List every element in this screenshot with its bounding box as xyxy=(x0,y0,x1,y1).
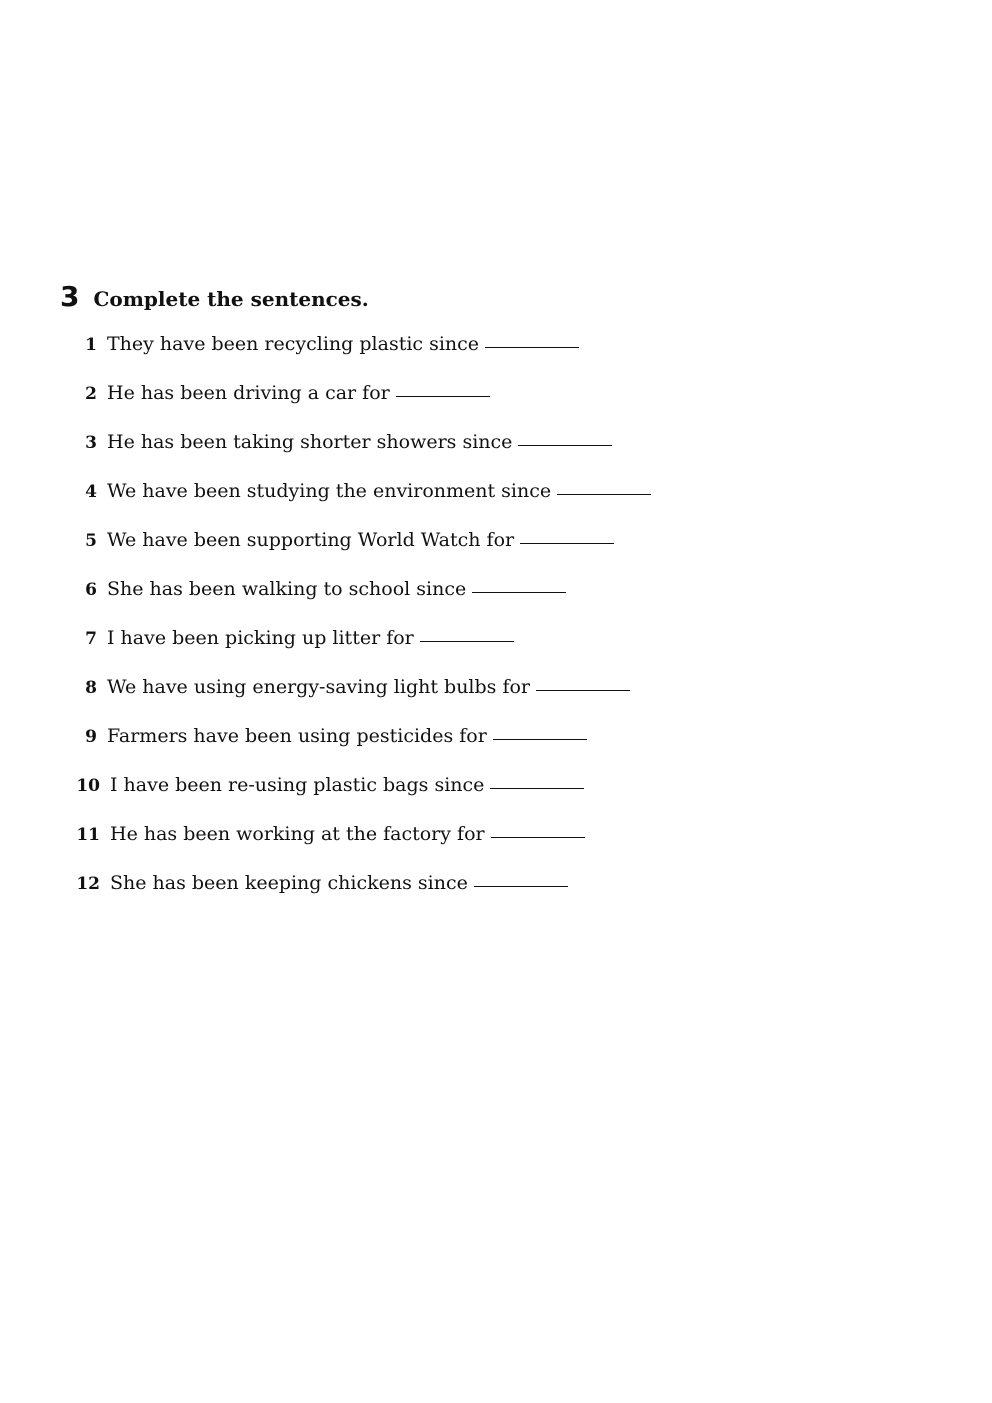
sentence-item-8 xyxy=(0,672,651,721)
sentence-item-6 xyxy=(0,574,651,623)
sentence-item-11 xyxy=(0,819,651,868)
item-text: I have been re-using plastic bags since xyxy=(110,774,485,796)
sentence-item-2 xyxy=(0,378,651,427)
item-number: 12 xyxy=(76,874,100,894)
answer-blank[interactable] xyxy=(520,542,614,544)
answer-blank[interactable] xyxy=(518,444,612,446)
answer-blank[interactable] xyxy=(491,836,585,838)
sentence-item-4 xyxy=(0,476,651,525)
item-number: 2 xyxy=(85,384,97,404)
item-text: She has been walking to school since xyxy=(107,578,467,600)
item-number: 10 xyxy=(76,776,100,796)
answer-blank[interactable] xyxy=(474,885,568,887)
item-text: I have been picking up litter for xyxy=(107,627,414,649)
item-text: He has been taking shorter showers since xyxy=(107,431,513,453)
answer-blank[interactable] xyxy=(557,493,651,495)
item-number: 11 xyxy=(76,825,100,845)
item-text: Farmers have been using pesticides for xyxy=(107,725,487,747)
sentence-item-1 xyxy=(0,329,651,378)
sentence-item-7 xyxy=(0,623,651,672)
sentence-item-10 xyxy=(0,770,651,819)
sentence-item-3 xyxy=(0,427,651,476)
exercise-number: 3 xyxy=(60,280,80,313)
answer-blank[interactable] xyxy=(485,346,579,348)
item-number: 4 xyxy=(85,482,97,502)
answer-blank[interactable] xyxy=(396,395,490,397)
answer-blank[interactable] xyxy=(536,689,630,691)
sentence-list xyxy=(0,329,651,917)
answer-blank[interactable] xyxy=(472,591,566,593)
item-number: 3 xyxy=(85,433,97,453)
item-number: 7 xyxy=(85,629,97,649)
item-text: She has been keeping chickens since xyxy=(110,872,468,894)
item-text: He has been driving a car for xyxy=(107,382,390,404)
exercise-header xyxy=(60,280,369,316)
exercise-title: Complete the sentences. xyxy=(93,287,369,311)
answer-blank[interactable] xyxy=(420,640,514,642)
item-text: We have been supporting World Watch for xyxy=(107,529,515,551)
item-text: He has been working at the factory for xyxy=(110,823,485,845)
item-number: 9 xyxy=(85,727,97,747)
answer-blank[interactable] xyxy=(493,738,587,740)
item-text: We have using energy-saving light bulbs for xyxy=(107,676,531,698)
item-number: 8 xyxy=(85,678,97,698)
item-text: We have been studying the environment since xyxy=(107,480,552,502)
item-text: They have been recycling plastic since xyxy=(107,333,480,355)
item-number: 6 xyxy=(85,580,97,600)
sentence-item-9 xyxy=(0,721,651,770)
answer-blank[interactable] xyxy=(490,787,584,789)
item-number: 5 xyxy=(85,531,97,551)
item-number: 1 xyxy=(85,335,97,355)
sentence-item-5 xyxy=(0,525,651,574)
sentence-item-12 xyxy=(0,868,651,917)
